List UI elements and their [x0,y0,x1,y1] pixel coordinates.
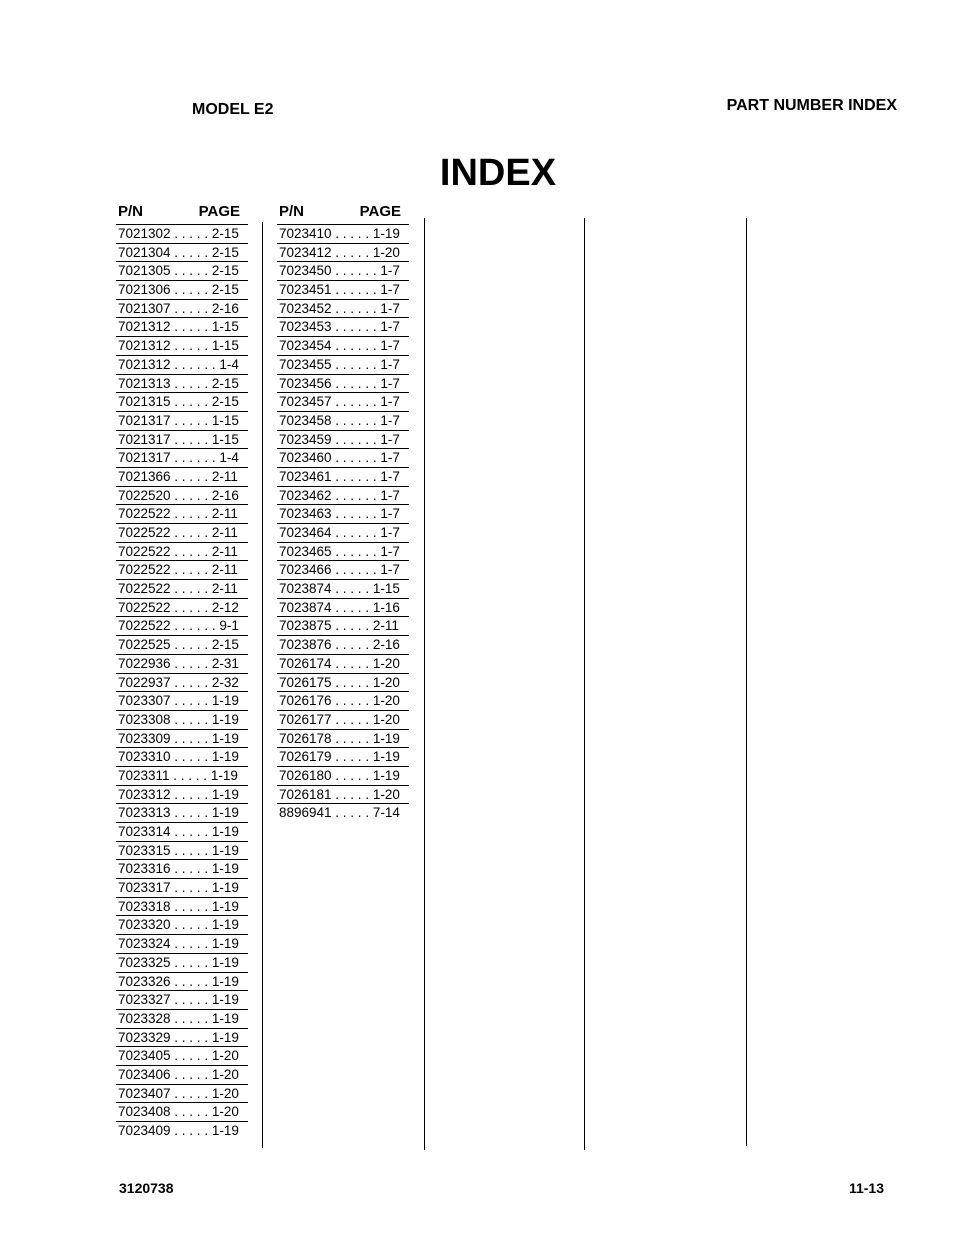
column-divider [746,218,747,1146]
index-entry: 7023315 . . . . . 1-19 [116,842,248,861]
page-number: 11-13 [848,1180,884,1196]
index-entry: 7023412 . . . . . 1-20 [277,244,409,263]
index-rows [116,224,248,1140]
section-title: PART NUMBER INDEX [726,97,897,114]
index-entry: 8896941 . . . . . 7-14 [279,805,400,821]
index-entry: 7021317 . . . . . 1-15 [116,412,248,431]
index-entry: 7023406 . . . . . 1-20 [116,1066,248,1085]
index-entry: 7021302 . . . . . 2-15 [116,225,248,244]
index-entry: 7021366 . . . . . 2-11 [116,468,248,487]
index-entry: 7022522 . . . . . 2-11 [116,505,248,524]
column-divider [424,218,425,1150]
index-entry: 7023874 . . . . . 1-16 [277,599,409,618]
index-entry: 7023327 . . . . . 1-19 [116,991,248,1010]
document-number: 3120738 [119,1180,174,1196]
pn-header: P/N [279,203,305,220]
index-entry: 7023875 . . . . . 2-11 [277,617,409,636]
index-entry: 7023408 . . . . . 1-20 [116,1103,248,1122]
index-entry: 7023454 . . . . . . 1-7 [277,337,409,356]
index-entry: 7022936 . . . . . 2-31 [116,655,248,674]
index-entry: 7021317 . . . . . . 1-4 [116,449,248,468]
index-entry: 7023313 . . . . . 1-19 [116,804,248,823]
pn-header: P/N [118,203,144,220]
index-entry: 7026181 . . . . . 1-20 [277,786,409,805]
index-entry: 7023876 . . . . . 2-16 [277,636,409,655]
index-entry: 7023450 . . . . . . 1-7 [277,262,409,281]
index-entry: 7023310 . . . . . 1-19 [116,748,248,767]
index-entry: 7021312 . . . . . 1-15 [116,337,248,356]
index-entry: 7023410 . . . . . 1-19 [277,225,409,244]
index-entry: 7023314 . . . . . 1-19 [116,823,248,842]
index-entry: 7023312 . . . . . 1-19 [116,786,248,805]
index-entry: 7023308 . . . . . 1-19 [116,711,248,730]
index-entry: 7022937 . . . . . 2-32 [116,674,248,693]
index-entry: 7026178 . . . . . 1-19 [277,730,409,749]
column-header [277,203,409,224]
column-divider [262,222,263,1148]
index-entry: 7023325 . . . . . 1-19 [116,954,248,973]
index-entry: 7023462 . . . . . . 1-7 [277,487,409,506]
index-column-1 [116,203,248,1140]
index-entry: 7023307 . . . . . 1-19 [116,692,248,711]
index-entry: 7023451 . . . . . . 1-7 [277,281,409,300]
index-entry: 7022522 . . . . . 2-12 [116,599,248,618]
index-entry: 7023465 . . . . . . 1-7 [277,543,409,562]
index-entry: 7023456 . . . . . . 1-7 [277,375,409,394]
index-entry: 7021317 . . . . . 1-15 [116,431,248,450]
index-column-2 [277,203,409,822]
index-entry: 7023409 . . . . . 1-19 [118,1123,239,1138]
index-entry: 7026177 . . . . . 1-20 [277,711,409,730]
page-header: PAGE [359,203,401,220]
index-entry: 7023459 . . . . . . 1-7 [277,431,409,450]
index-entry: 7023405 . . . . . 1-20 [116,1047,248,1066]
index-entry: 7023309 . . . . . 1-19 [116,730,248,749]
column-divider [584,218,585,1150]
index-entry: 7023460 . . . . . . 1-7 [277,449,409,468]
index-entry: 7022522 . . . . . 2-11 [116,561,248,580]
index-entry: 7021313 . . . . . 2-15 [116,375,248,394]
index-entry: 7022520 . . . . . 2-16 [116,487,248,506]
index-entry: 7021304 . . . . . 2-15 [116,244,248,263]
index-entry: 7023466 . . . . . . 1-7 [277,561,409,580]
index-entry: 7023457 . . . . . . 1-7 [277,393,409,412]
index-entry: 7021312 . . . . . . 1-4 [116,356,248,375]
column-header [116,203,248,224]
index-entry: 7023311 . . . . . 1-19 [116,767,248,786]
index-entry: 7023318 . . . . . 1-19 [116,898,248,917]
index-entry: 7023329 . . . . . 1-19 [116,1029,248,1048]
index-entry: 7023452 . . . . . . 1-7 [277,300,409,319]
index-entry: 7021307 . . . . . 2-16 [116,300,248,319]
index-entry: 7023453 . . . . . . 1-7 [277,318,409,337]
index-entry: 7023407 . . . . . 1-20 [116,1085,248,1104]
index-entry: 7026175 . . . . . 1-20 [277,674,409,693]
index-entry: 7022522 . . . . . 2-11 [116,580,248,599]
index-entry: 7023320 . . . . . 1-19 [116,916,248,935]
index-entry: 7023326 . . . . . 1-19 [116,973,248,992]
index-entry: 7023461 . . . . . . 1-7 [277,468,409,487]
model-label: MODEL E2 [192,101,274,118]
index-entry: 7026180 . . . . . 1-19 [277,767,409,786]
index-entry: 7023317 . . . . . 1-19 [116,879,248,898]
index-entry: 7026176 . . . . . 1-20 [277,692,409,711]
index-entry: 7023874 . . . . . 1-15 [277,580,409,599]
page-title: INDEX [439,152,557,194]
index-rows [277,224,409,822]
index-entry: 7023455 . . . . . . 1-7 [277,356,409,375]
index-entry: 7026179 . . . . . 1-19 [277,748,409,767]
index-entry: 7023328 . . . . . 1-19 [116,1010,248,1029]
index-entry: 7022522 . . . . . . 9-1 [116,617,248,636]
index-entry: 7023458 . . . . . . 1-7 [277,412,409,431]
index-entry: 7022522 . . . . . 2-11 [116,524,248,543]
index-entry: 7021306 . . . . . 2-15 [116,281,248,300]
index-entry: 7022525 . . . . . 2-15 [116,636,248,655]
index-entry: 7023463 . . . . . . 1-7 [277,505,409,524]
index-entry: 7023324 . . . . . 1-19 [116,935,248,954]
index-entry: 7023464 . . . . . . 1-7 [277,524,409,543]
index-entry: 7021305 . . . . . 2-15 [116,262,248,281]
index-entry: 7026174 . . . . . 1-20 [277,655,409,674]
index-entry: 7023316 . . . . . 1-19 [116,860,248,879]
index-entry: 7021315 . . . . . 2-15 [116,393,248,412]
index-entry: 7022522 . . . . . 2-11 [116,543,248,562]
index-entry: 7021312 . . . . . 1-15 [116,318,248,337]
page-header: PAGE [198,203,240,220]
